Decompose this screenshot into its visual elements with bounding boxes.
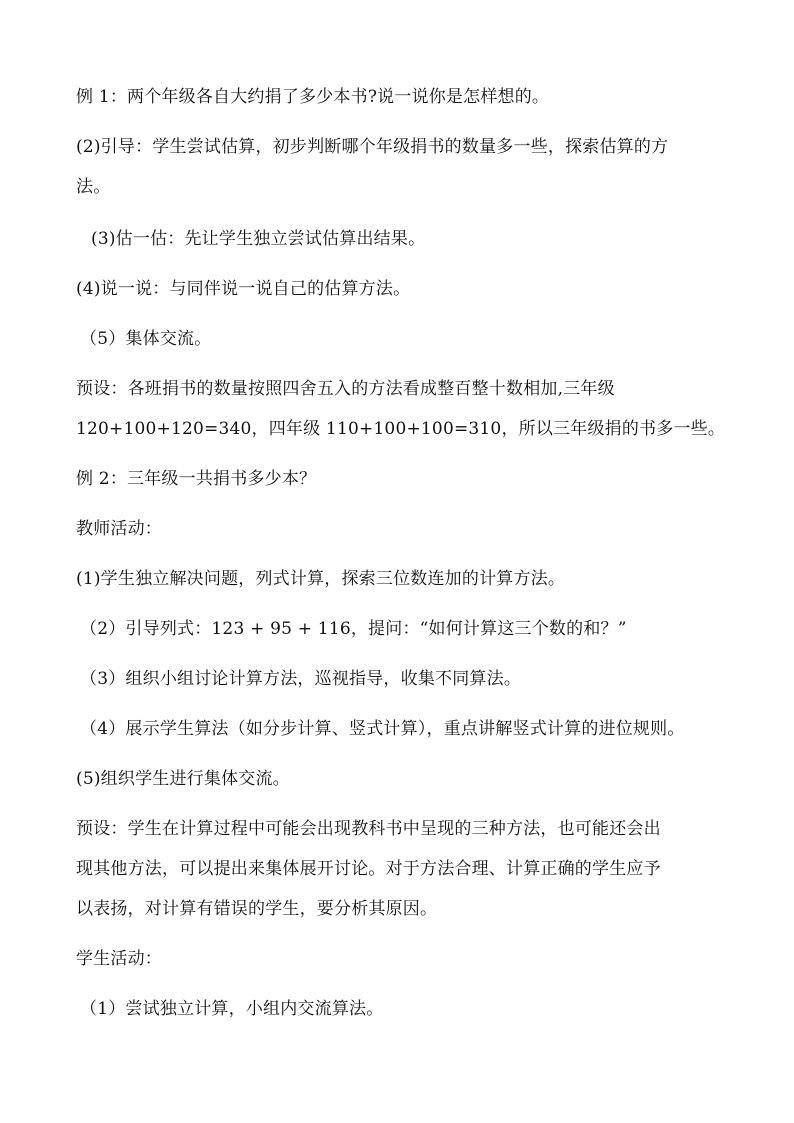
student-activity-heading: 学生活动： — [76, 949, 162, 969]
preset-2-line-1: 预设：学生在计算过程中可能会出现教科书中呈现的三种方法，也可能还会出 — [76, 819, 661, 839]
student-step-1: （1）尝试独立计算，小组内交流算法。 — [80, 999, 384, 1019]
example-2-question: 例 2：三年级一共捐书多少本？ — [76, 469, 317, 489]
teacher-step-2: （2）引导列式：123 + 95 + 116，提问：“如何计算这三个数的和？” — [80, 619, 627, 639]
step-2-guide-line-1: (2)引导：学生尝试估算，初步判断哪个年级捐书的数量多一些，探索估算的方 — [76, 137, 669, 157]
step-2-guide-line-2: 法。 — [76, 177, 111, 197]
step-4-discuss: (4)说一说：与同伴说一说自己的估算方法。 — [76, 279, 411, 299]
preset-2-line-3: 以表扬，对计算有错误的学生，要分析其原因。 — [76, 899, 438, 919]
preset-1-line-1: 预设：各班捐书的数量按照四舍五入的方法看成整百整十数相加,三年级 — [76, 379, 615, 399]
teacher-activity-heading: 教师活动： — [76, 519, 162, 539]
step-3-estimate: (3)估一估：先让学生独立尝试估算出结果。 — [91, 229, 426, 249]
preset-2-line-2: 现其他方法，可以提出来集体展开讨论。对于方法合理、计算正确的学生应予 — [76, 859, 661, 879]
example-1-question: 例 1：两个年级各自大约捐了多少本书?说一说你是怎样想的。 — [76, 87, 550, 107]
step-5-exchange: （5）集体交流。 — [80, 329, 212, 349]
teacher-step-4: （4）展示学生算法（如分步计算、竖式计算），重点讲解竖式计算的进位规则。 — [80, 719, 685, 739]
teacher-step-3: （3）组织小组讨论计算方法，巡视指导，收集不同算法。 — [80, 669, 522, 689]
teacher-step-1: (1)学生独立解决问题，列式计算，探索三位数连加的计算方法。 — [76, 569, 566, 589]
teacher-step-5: (5)组织学生进行集体交流。 — [76, 769, 290, 789]
preset-1-line-2: 120+100+120=340，四年级 110+100+100=310，所以三年级捐的书多一些。 — [76, 419, 726, 439]
